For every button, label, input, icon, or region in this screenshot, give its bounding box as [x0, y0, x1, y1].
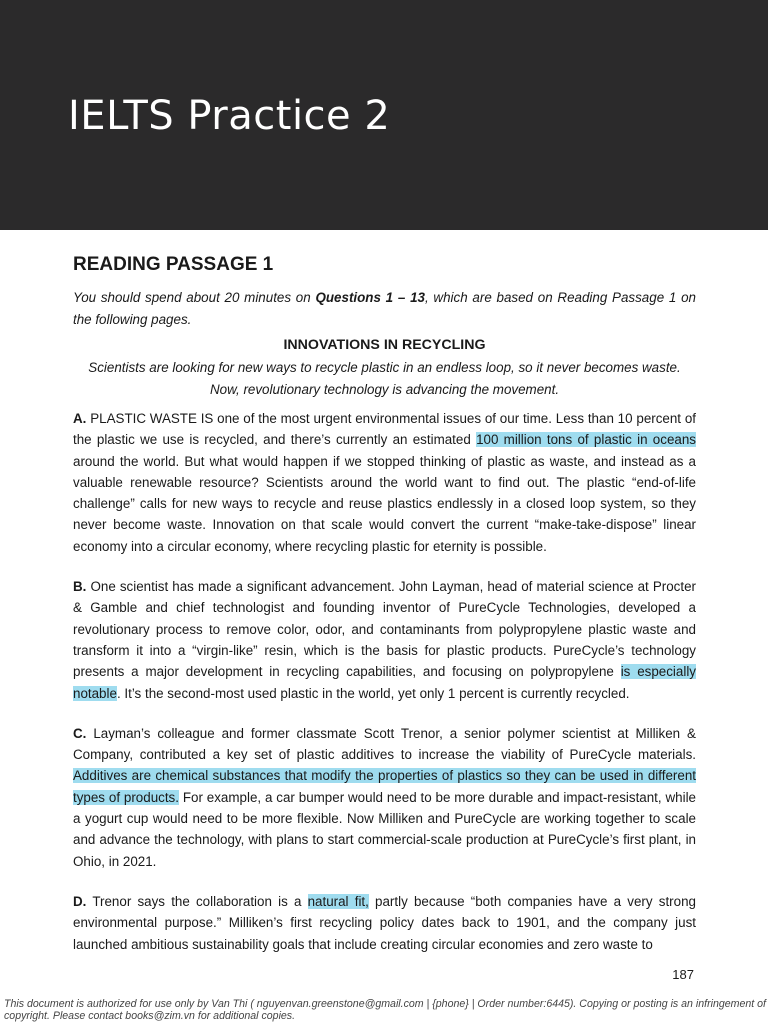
copyright-notice: This document is authorized for use only by Van Thi ( nguyenvan.greenstone@gmail.com | {phone} | Order number:6445). Copying or posting is an infringement of copyright. Please contact books@zim.vn for additional copies.: [4, 998, 766, 1022]
paragraph-d: [73, 891, 696, 955]
paragraph-letter: C.: [73, 725, 87, 741]
paragraph-text: partly because “both companies have a very strong environmental purpose.” Milliken’s first recycling policy dates back to 1901, and the company just launched ambitious sustainability goals that include creating circular economies and zero waste to: [73, 893, 696, 952]
paragraph-letter: B.: [73, 579, 87, 595]
highlighted-text: is especially notable: [73, 664, 696, 701]
highlighted-text: natural fit,: [307, 893, 369, 909]
paragraph-letter: A.: [73, 411, 87, 426]
paragraph-text: Trenor says the collaboration is a: [86, 893, 308, 909]
paragraph-text: around the world. But what would happen if we stopped thinking of plastic as waste, and instead as a valuable renewable resource? Scientists around the world want to find out. The plastic “end-of-life challenge” calls for new ways to recycle and reuse plastics endlessly in a closed loop system, so they never become waste. Innovation on that scale would convert the current “make-take-dispose” linear economy into a circular economy, where recycling plastic for eternity is possible.: [73, 453, 696, 554]
instructions-after: , which are based on Reading Passage 1 on the following pages.: [73, 290, 696, 327]
header-band: [0, 0, 768, 230]
paragraph-a: [73, 408, 696, 557]
paragraph-text: For example, a car bumper would need to be more durable and impact-resistant, while a yogurt cup would need to be more flexible. Now Milliken and PureCycle are working together to scale and advance the technology, with plans to start commercial-scale production at PureCycle’s first plant, in Ohio, in 2021.: [73, 789, 696, 869]
paragraph-text: PLASTIC WASTE IS one of the most urgent environmental issues of our time. Less than 10 percent of the plastic we use is recycled, and there’s currently an estimated: [73, 411, 696, 448]
highlighted-text: 100 million tons of plastic in oceans: [476, 432, 696, 448]
passage-heading: READING PASSAGE 1: [73, 254, 274, 275]
paragraph-b: [73, 576, 696, 704]
paragraph-text: Layman’s colleague and former classmate Scott Trenor, a senior polymer scientist at Milliken & Company, contributed a key set of plastic additives to increase the viability of PureCycle materials.: [73, 725, 696, 763]
paragraph-letter: D.: [73, 893, 87, 909]
paragraph-text: One scientist has made a significant advancement. John Layman, head of material science at Procter & Gamble and chief technologist and founding inventor of PureCycle Technologies, developed a revolutionary process to remove color, odor, and contaminants from polypropylene plastic waste and transform it into a “virgin-like” resin, which is the basis for plastic products. PureCycle’s technology presents a major development in recycling capabilities, and focusing on polypropylene: [73, 579, 696, 680]
article-title: INNOVATIONS IN RECYCLING: [283, 337, 486, 353]
highlighted-text: Additives are chemical substances that modify the properties of plastics so they can be used in different types of products.: [73, 768, 696, 805]
page-number: 187: [672, 967, 694, 982]
instructions-questions: Questions 1 – 13: [315, 290, 425, 305]
article-subtitle: Scientists are looking for new ways to recycle plastic in an endless loop, so it never becomes waste. Now, revolutionary technology is advancing the movement.: [88, 360, 681, 397]
paragraph-c: [73, 723, 696, 872]
paragraph-text: . It’s the second-most used plastic in the world, yet only 1 percent is currently recycled.: [116, 685, 630, 701]
page-title: IELTS Practice 2: [68, 93, 391, 139]
passage-content: [73, 252, 696, 974]
instructions-before: You should spend about 20 minutes on: [73, 290, 316, 305]
instructions: [73, 287, 696, 331]
